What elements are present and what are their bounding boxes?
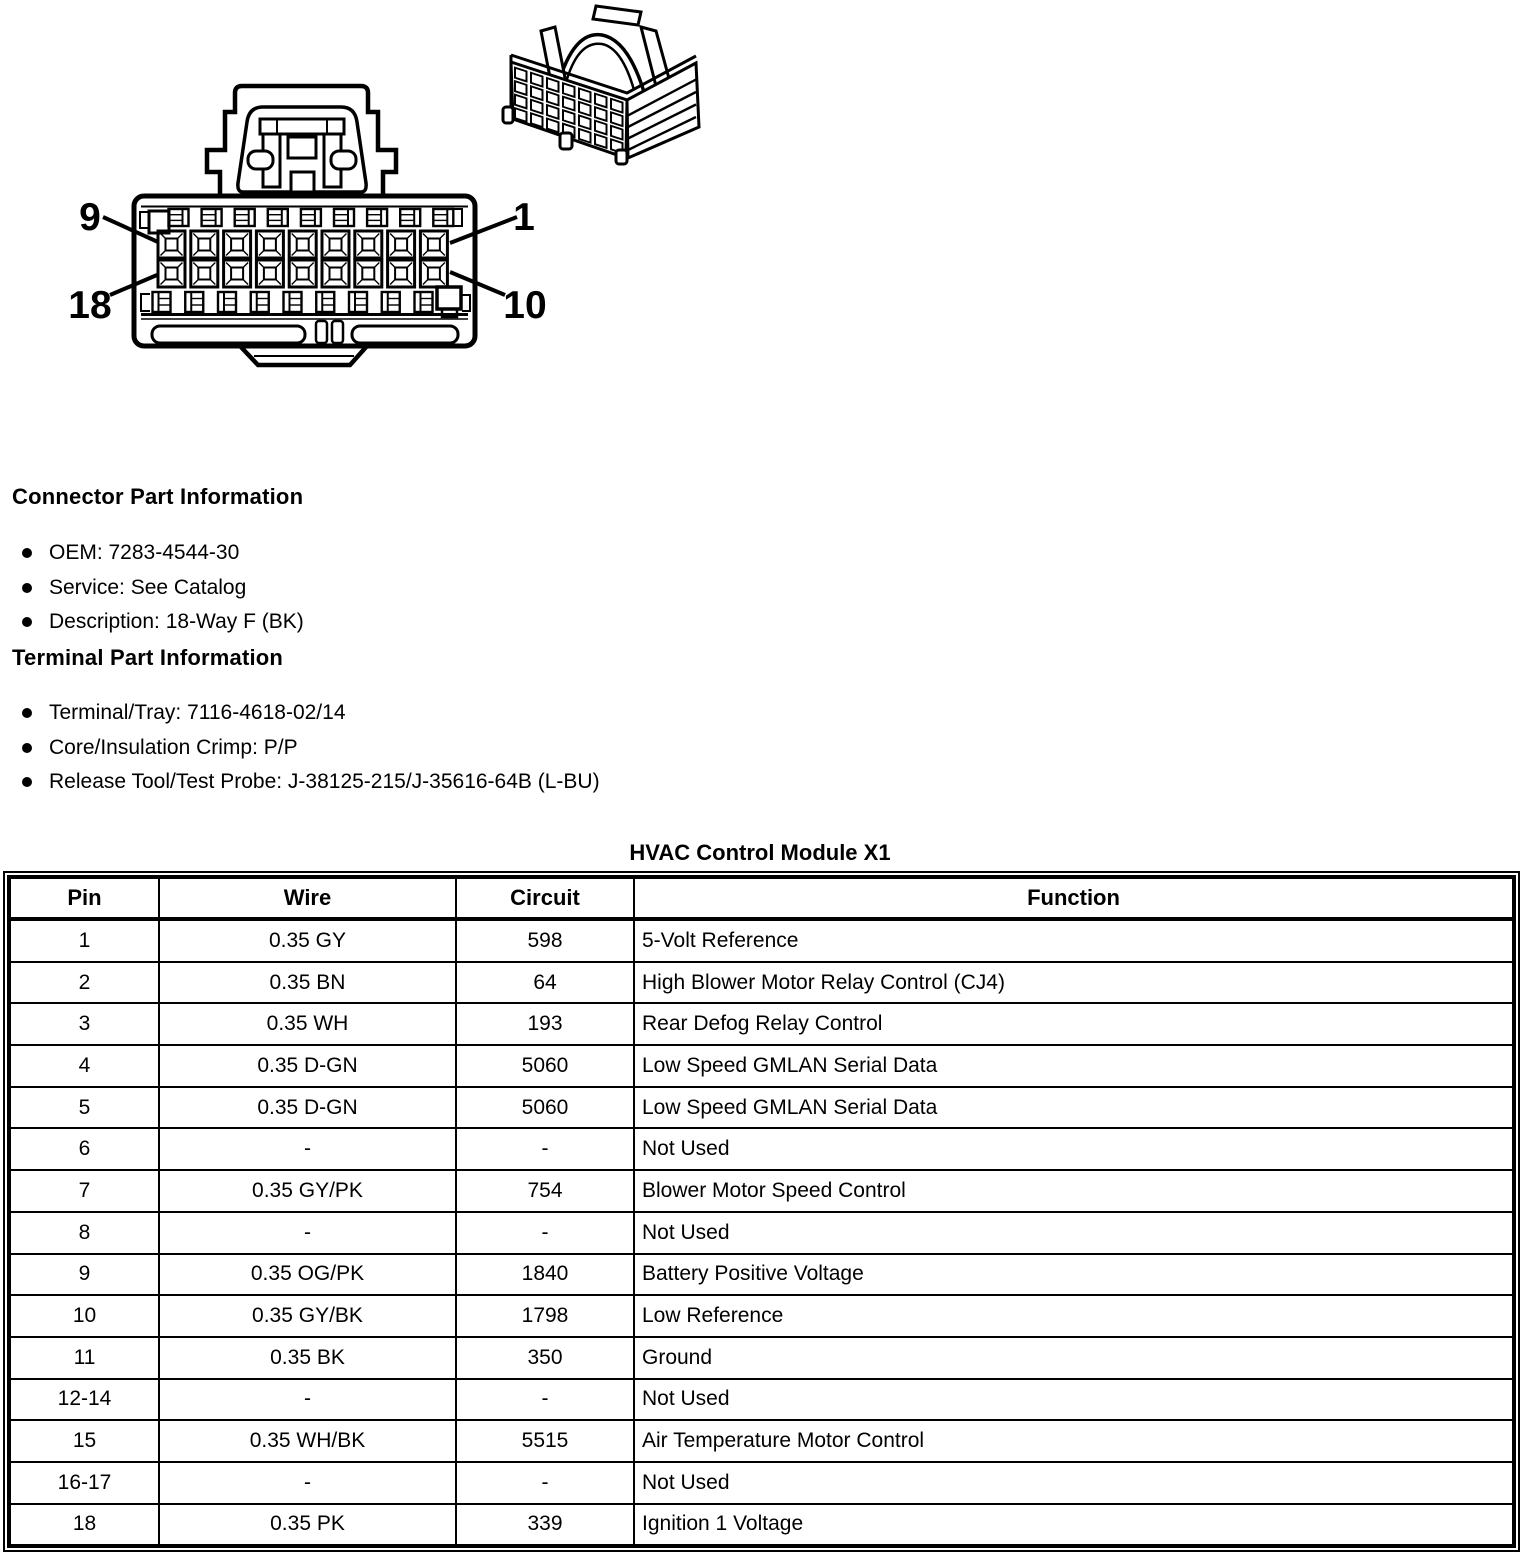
circuit-cell: 5060 xyxy=(456,1045,634,1087)
bullet-icon xyxy=(22,743,32,753)
pin-cell: 12-14 xyxy=(9,1379,159,1421)
wire-cell: 0.35 GY/PK xyxy=(159,1170,456,1212)
circuit-cell: - xyxy=(456,1212,634,1254)
function-cell: 5-Volt Reference xyxy=(634,919,1514,962)
function-cell: Not Used xyxy=(634,1128,1514,1170)
column-header-circuit: Circuit xyxy=(456,877,634,919)
wire-cell: 0.35 GY xyxy=(159,919,456,962)
wire-cell: 0.35 GY/BK xyxy=(159,1295,456,1337)
table-title: HVAC Control Module X1 xyxy=(629,840,891,865)
bullet-icon xyxy=(22,583,32,593)
function-cell: Low Reference xyxy=(634,1295,1514,1337)
wire-cell: - xyxy=(159,1462,456,1504)
column-header-wire: Wire xyxy=(159,877,456,919)
connector-perspective-view xyxy=(503,6,699,164)
circuit-cell: 754 xyxy=(456,1170,634,1212)
pin-cell: 15 xyxy=(9,1420,159,1462)
circuit-cell: 350 xyxy=(456,1337,634,1379)
table-row xyxy=(9,1128,1514,1170)
circuit-cell: - xyxy=(456,1128,634,1170)
function-cell: Blower Motor Speed Control xyxy=(634,1170,1514,1212)
function-cell: Ignition 1 Voltage xyxy=(634,1504,1514,1547)
pin-cell: 6 xyxy=(9,1128,159,1170)
table-row xyxy=(9,1504,1514,1547)
function-cell: Not Used xyxy=(634,1212,1514,1254)
table-row xyxy=(9,1212,1514,1254)
circuit-cell: 339 xyxy=(456,1504,634,1547)
pin-cell: 5 xyxy=(9,1087,159,1129)
table-row xyxy=(9,1254,1514,1296)
circuit-cell: 1840 xyxy=(456,1254,634,1296)
pin-label-18: 18 xyxy=(68,284,112,327)
column-header-pin: Pin xyxy=(9,877,159,919)
circuit-cell: - xyxy=(456,1379,634,1421)
bullet-icon xyxy=(22,548,32,558)
function-cell: Low Speed GMLAN Serial Data xyxy=(634,1045,1514,1087)
function-cell: Not Used xyxy=(634,1379,1514,1421)
function-cell: Rear Defog Relay Control xyxy=(634,1003,1514,1045)
terminal-part-information-heading: Terminal Part Information xyxy=(12,645,284,670)
wire-cell: - xyxy=(159,1212,456,1254)
latch-slot-right xyxy=(331,151,356,169)
circuit-cell: - xyxy=(456,1462,634,1504)
function-cell: Ground xyxy=(634,1337,1514,1379)
pin-cell: 7 xyxy=(9,1170,159,1212)
pin-cell: 4 xyxy=(9,1045,159,1087)
bullet-icon xyxy=(22,777,32,787)
table-row xyxy=(9,1003,1514,1045)
pin-cell: 3 xyxy=(9,1003,159,1045)
wire-cell: 0.35 D-GN xyxy=(159,1087,456,1129)
list-item-text: Service: See Catalog xyxy=(49,575,247,599)
connector-illustrations xyxy=(0,0,760,470)
pinout-table-frame xyxy=(3,871,1520,1552)
wire-cell: 0.35 OG/PK xyxy=(159,1254,456,1296)
list-item xyxy=(22,571,304,606)
function-cell: Not Used xyxy=(634,1462,1514,1504)
list-item-text: Core/Insulation Crimp: P/P xyxy=(49,735,298,759)
pin-label-10: 10 xyxy=(503,284,547,327)
wire-cell: 0.35 D-GN xyxy=(159,1045,456,1087)
wire-cell: 0.35 BK xyxy=(159,1337,456,1379)
persp-latch-tab xyxy=(593,6,641,25)
circuit-cell: 193 xyxy=(456,1003,634,1045)
function-cell: Low Speed GMLAN Serial Data xyxy=(634,1087,1514,1129)
list-item-text: OEM: 7283-4544-30 xyxy=(49,541,240,565)
list-item-text: Release Tool/Test Probe: J-38125-215/J-35616-64B (L-BU) xyxy=(49,770,600,794)
connector-part-information-heading: Connector Part Information xyxy=(12,484,304,509)
column-header-function: Function xyxy=(634,877,1514,919)
list-item xyxy=(22,696,600,731)
wire-cell: 0.35 PK xyxy=(159,1504,456,1547)
pin-label-1: 1 xyxy=(513,196,535,239)
latch-center-block xyxy=(288,137,316,158)
list-item xyxy=(22,731,600,766)
bullet-icon xyxy=(22,708,32,718)
list-item-text: Terminal/Tray: 7116-4618-02/14 xyxy=(49,701,346,725)
function-cell: Battery Positive Voltage xyxy=(634,1254,1514,1296)
table-row xyxy=(9,1295,1514,1337)
list-item xyxy=(22,605,304,640)
list-item-text: Description: 18-Way F (BK) xyxy=(49,610,304,634)
table-row xyxy=(9,1420,1514,1462)
circuit-cell: 5515 xyxy=(456,1420,634,1462)
pin-cell: 11 xyxy=(9,1337,159,1379)
pinout-table-body xyxy=(9,919,1514,1546)
table-row xyxy=(9,1170,1514,1212)
pinout-table xyxy=(7,875,1516,1548)
list-item xyxy=(22,536,304,571)
table-row xyxy=(9,1379,1514,1421)
table-row xyxy=(9,1462,1514,1504)
circuit-cell: 64 xyxy=(456,962,634,1004)
table-header-row xyxy=(9,877,1514,919)
persp-foot xyxy=(616,150,627,164)
wire-cell: - xyxy=(159,1379,456,1421)
wire-cell: 0.35 WH/BK xyxy=(159,1420,456,1462)
pin-cell: 2 xyxy=(9,962,159,1004)
function-cell: Air Temperature Motor Control xyxy=(634,1420,1514,1462)
latch-slot-left xyxy=(248,151,273,169)
pin-cell: 10 xyxy=(9,1295,159,1337)
pin-cell: 9 xyxy=(9,1254,159,1296)
latch-top-bar xyxy=(260,119,344,134)
function-cell: High Blower Motor Relay Control (CJ4) xyxy=(634,962,1514,1004)
terminal-cavity-grid xyxy=(158,231,447,287)
circuit-cell: 598 xyxy=(456,919,634,962)
wire-cell: 0.35 WH xyxy=(159,1003,456,1045)
pin-cell: 1 xyxy=(9,919,159,962)
latch-lower-block xyxy=(291,172,314,192)
pin-label-9: 9 xyxy=(79,196,101,239)
table-row xyxy=(9,1087,1514,1129)
pin-cell: 8 xyxy=(9,1212,159,1254)
list-item xyxy=(22,765,600,800)
connector-front-view xyxy=(103,86,517,365)
circuit-cell: 5060 xyxy=(456,1087,634,1129)
terminal-part-information-list xyxy=(22,696,600,800)
bullet-icon xyxy=(22,617,32,627)
table-row xyxy=(9,919,1514,962)
table-row xyxy=(9,1045,1514,1087)
connector-diagram-svg xyxy=(0,0,760,470)
connector-part-information-list xyxy=(22,536,304,640)
wire-cell: 0.35 BN xyxy=(159,962,456,1004)
persp-foot xyxy=(560,133,572,149)
circuit-cell: 1798 xyxy=(456,1295,634,1337)
pin-cell: 18 xyxy=(9,1504,159,1547)
pin-cell: 16-17 xyxy=(9,1462,159,1504)
persp-foot xyxy=(503,107,513,123)
table-row xyxy=(9,962,1514,1004)
wire-cell: - xyxy=(159,1128,456,1170)
table-row xyxy=(9,1337,1514,1379)
